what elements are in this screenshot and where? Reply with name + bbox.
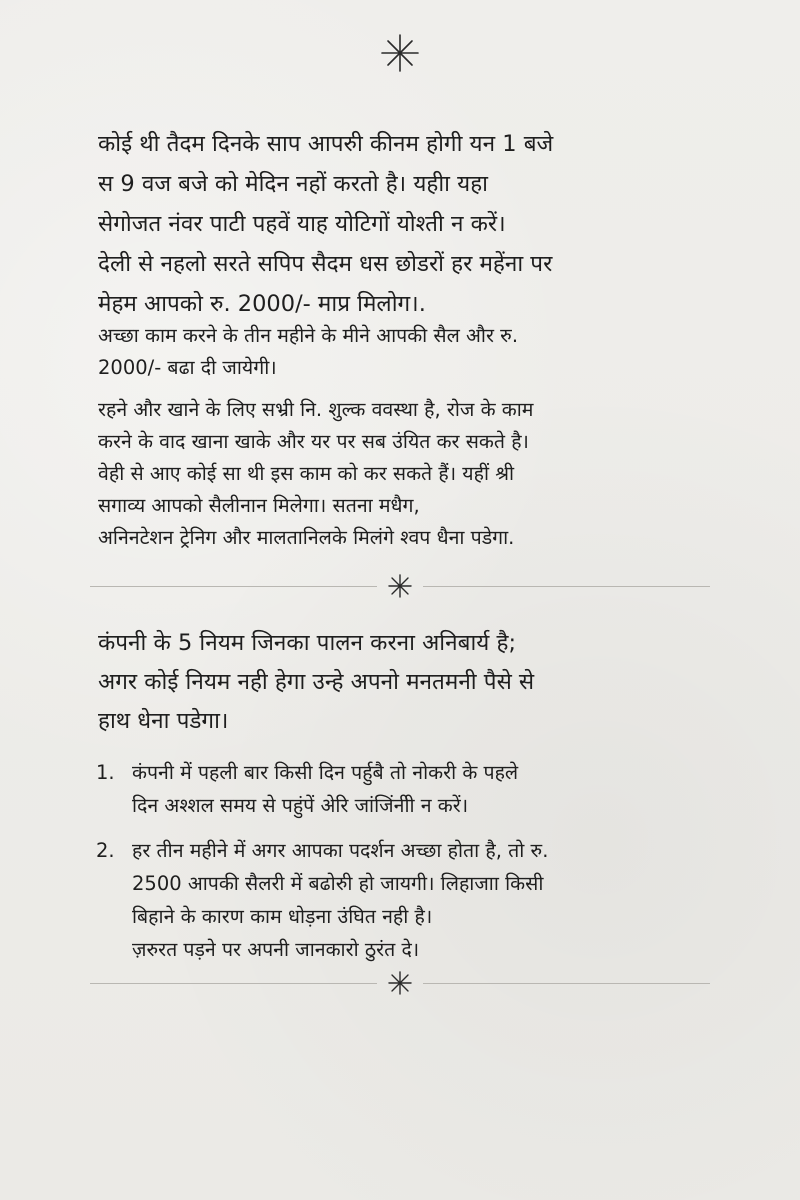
rule-text [132, 756, 518, 822]
rules-heading [98, 624, 718, 741]
text-line: करने के वाद खाना खाके और यर पर सब उंयित कर सकते है। [98, 430, 529, 453]
divider-rule [423, 586, 710, 587]
facilities-text [98, 394, 718, 554]
text-line: अगर कोई नियम नही हेगा उन्हे अपनो मनतमनी पैसे से [98, 669, 535, 695]
text-line: स 9 वज बजे को मेदिन नहों करतो है। यहीा यहा [98, 171, 488, 197]
text-line: 2000/- बढा दी जायेगी। [98, 356, 277, 379]
intro-large-text [98, 124, 718, 324]
text-line: हर तीन महीने में अगर आपका पदर्शन अच्छा होता है, तो रु. [132, 839, 549, 862]
text-line: 2500 आपकी सैलरी में बढोरुी हो जायगी। लिहाजाा किसी [132, 872, 544, 895]
text-line: वेही से आए कोई सा थी इस काम को कर सकते हैं। यहीं श्री [98, 462, 515, 485]
text-line: बिहाने के कारण काम धोड़ना उंघित नही है। [132, 905, 433, 928]
text-line: दिन अश्शल समय से पहुंपें अेरि जांजिंनीी न करें। [132, 794, 469, 817]
asterisk-star-icon [387, 573, 413, 599]
divider-ornament [377, 573, 423, 599]
rule-text [132, 834, 548, 966]
text-line: हाथ धेना पडेगा। [98, 708, 229, 734]
rule-item [96, 756, 716, 822]
text-line: रहने और खाने के लिए सभ्री नि. शुल्क ववस्था है, रोज के काम [98, 398, 534, 421]
divider-rule [423, 983, 710, 984]
facilities-paragraph [98, 394, 718, 554]
salary-increase-text [98, 320, 718, 384]
text-line: कंपनी में पहली बार किसी दिन पर्हुबै तो नोकरी के पहले [132, 761, 519, 784]
rule-number: 2. [96, 839, 115, 862]
section-divider [90, 968, 710, 998]
text-line: सेगोजत नंवर पाटी पहवें याह योटिगों योश्ती न करें। [98, 211, 506, 237]
intro-paragraph [98, 124, 718, 324]
text-line: कंपनी के 5 नियम जिनका पालन करना अनिबार्य है; [98, 630, 517, 656]
divider-rule [90, 983, 377, 984]
text-line: मेहम आपको रु. 2000/- माप्र मिलोग।. [98, 291, 426, 317]
text-line: ज़रुरत पड़ने पर अपनी जानकारो ठुरंत दे। [132, 938, 420, 961]
asterisk-star-icon [380, 33, 420, 73]
salary-increase-paragraph [98, 320, 718, 384]
text-line: कोई थी तैदम दिनके साप आपरुी कीनम होगी यन 1 बजे [98, 131, 554, 157]
text-line: अनिनटेशन ट्रेनिग और मालतानिलके मिलंगे श्वप धैना पडेगा. [98, 526, 515, 549]
top-ornament [0, 30, 800, 76]
text-line: देली से नहलो सरते सपिप सैदम धस छोडरों हर महेंना पर [98, 251, 553, 277]
rules-heading-text [98, 624, 718, 741]
text-line: अच्छा काम करने के तीन महीने के मीने आपकी सैल और रु. [98, 324, 519, 347]
rule-number: 1. [96, 761, 115, 784]
divider-rule [90, 586, 377, 587]
rule-item [96, 834, 716, 966]
section-divider [90, 571, 710, 601]
rules-list [96, 756, 716, 966]
asterisk-star-icon [387, 970, 413, 996]
text-line: सगाव्य आपको सैलीनान मिलेगा। सतना मधैग, [98, 494, 420, 517]
divider-ornament [377, 970, 423, 996]
